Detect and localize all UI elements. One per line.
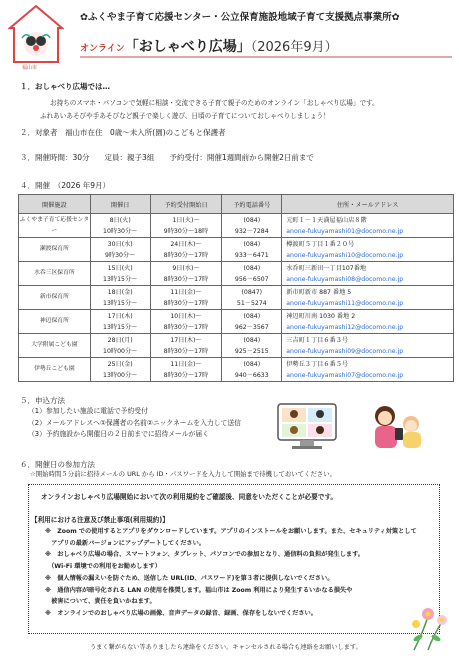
terms-header: 【利用における注意及び禁止事項(利用規約)】 bbox=[31, 516, 169, 524]
facility-address: 樽渡町５丁目１番２０号 bbox=[286, 240, 355, 248]
apply-step-3: （3）予約施設から開催日の２日前までに招待メールが届く bbox=[28, 430, 209, 438]
facility-name: 伊勢丘こども園 bbox=[34, 366, 75, 372]
cell-facility bbox=[19, 286, 91, 310]
apply-step-1: （1）参加したい施設に電話で予約受付 bbox=[28, 407, 148, 415]
cell-reservation-start bbox=[150, 238, 222, 262]
reservation-hours: 8時30分～17時 bbox=[163, 299, 209, 307]
logo bbox=[8, 4, 64, 74]
phone-area-code: (084) bbox=[243, 312, 261, 320]
table-header-row bbox=[19, 195, 454, 214]
section-6-title: ６．開催日の参加方法 bbox=[20, 460, 95, 469]
cell-facility bbox=[19, 310, 91, 334]
table-row bbox=[19, 358, 454, 382]
event-date: 17日(木) bbox=[107, 312, 133, 320]
event-time: 9時30分～ bbox=[104, 251, 136, 259]
terms-item: ※ おしゃべり広場の場合、スマートフォン、タブレット、パソコンでの参加となり、通信料の負担が発生します。 bbox=[45, 551, 364, 559]
footer-note: うまく繋がらない等ありましたら連絡をください。キャンセルされる場合も連絡をお願いします。 bbox=[90, 644, 362, 651]
cell-phone bbox=[222, 358, 282, 382]
cell-phone bbox=[222, 334, 282, 358]
terms-list bbox=[45, 526, 417, 620]
phone-area-code: (084) bbox=[243, 336, 261, 344]
reservation-start-date: 9日(水)～ bbox=[172, 264, 200, 272]
facility-address: 三吉町１丁目６番３号 bbox=[286, 336, 349, 344]
reservation-start-date: 10日(木)～ bbox=[170, 312, 202, 320]
phone-number: 940－6633 bbox=[234, 371, 269, 379]
cell-reservation-start bbox=[150, 358, 222, 382]
section-3-schedule: ３．開催時間：30分 定員：親子3組 予約受付：開催1週間前から開催2日前まで bbox=[20, 153, 314, 162]
reservation-start-date: 17日(木)～ bbox=[170, 336, 202, 344]
phone-area-code: (084) bbox=[243, 264, 261, 272]
reservation-hours: 8時30分～17時 bbox=[163, 275, 209, 283]
event-date: 30日(水) bbox=[107, 240, 133, 248]
email-link[interactable]: anone-fukuyamashi11@docomo.ne.jp bbox=[286, 299, 404, 307]
cell-address-email bbox=[282, 334, 454, 358]
schedule-table bbox=[18, 194, 454, 382]
reservation-hours: 8時30分～17時 bbox=[163, 251, 209, 259]
section-1-body bbox=[40, 97, 450, 123]
phone-number: 932－7284 bbox=[234, 227, 269, 235]
cell-phone bbox=[222, 238, 282, 262]
reservation-start-date: 1日(火)～ bbox=[172, 216, 200, 224]
facility-name: 水呑三区保育所 bbox=[34, 270, 75, 276]
section-6-body: ☆開始時間５分前に招待メールの URL から ID・パスワードを入力して開始まで待機しておいてください。 bbox=[30, 470, 336, 478]
section-1-title bbox=[20, 81, 110, 92]
reservation-hours: 8時30分～17時 bbox=[163, 323, 209, 331]
event-time: 10時30分～ bbox=[103, 227, 138, 235]
online-label: オンライン bbox=[80, 44, 125, 54]
event-date: 18日(金) bbox=[107, 288, 133, 296]
facility-name: 瀬渡保育所 bbox=[39, 246, 69, 252]
reservation-hours: 8時30分～17時 bbox=[163, 347, 209, 355]
terms-item: 被害について、責任を負いかねます。 bbox=[45, 598, 156, 606]
reservation-hours: 8時30分～17時 bbox=[163, 371, 209, 379]
reservation-hours: 9時30分～18時 bbox=[163, 227, 209, 235]
terms-item: ※ オンラインでのおしゃべり広場の画像、音声データの録音、録画、保存をしないでください。 bbox=[45, 609, 317, 617]
section-2-target: ２．対象者 福山市在住 0歳～未入所(園)のこどもと保護者 bbox=[20, 128, 226, 137]
table-row bbox=[19, 286, 454, 310]
terms-item: ※ Zoom での使用するとアプリをダウンロードしています。アプリのインストールをお願いします。また、セキュリティ対策として bbox=[45, 528, 417, 535]
cell-date bbox=[90, 214, 150, 238]
parent-child-smartphone-illustration bbox=[355, 402, 447, 454]
cell-date bbox=[90, 310, 150, 334]
event-date: 28日(月) bbox=[107, 336, 133, 344]
logo-sub-label: 福山市 bbox=[22, 65, 38, 71]
cell-phone bbox=[222, 262, 282, 286]
cell-address-email bbox=[282, 286, 454, 310]
table-row bbox=[19, 238, 454, 262]
cell-address-email bbox=[282, 310, 454, 334]
phone-area-code: (0847) bbox=[241, 288, 263, 296]
cell-reservation-start bbox=[150, 286, 222, 310]
cell-reservation-start bbox=[150, 334, 222, 358]
terms-notice-title: オンラインおしゃべり広場開始において次の利用規約をご確認後、同意をいただくことが必要です。 bbox=[41, 493, 337, 501]
cell-phone bbox=[222, 286, 282, 310]
terms-item: ※ 個人情報の漏えいを防ぐため、送信した URL(ID、パスワード)を第３者に提供しないでください。 bbox=[45, 574, 334, 582]
flower-decoration-icon bbox=[406, 604, 452, 652]
phone-area-code: (084) bbox=[243, 360, 261, 368]
header-phone: 予約電話番号 bbox=[222, 195, 282, 214]
facility-name: 新市保育所 bbox=[39, 294, 69, 300]
table-row bbox=[19, 310, 454, 334]
phone-number: 933－6471 bbox=[234, 251, 269, 259]
phone-area-code: (084) bbox=[243, 216, 261, 224]
event-time: 13時15分～ bbox=[103, 323, 138, 331]
apply-step-2: （2）メールアドレスへ①保護者の名前②ニックネームを入力して送信 bbox=[28, 418, 241, 427]
facility-address: 伊勢丘３丁目６番５号 bbox=[286, 360, 349, 368]
email-link[interactable]: anone-fukuyamashi08@docomo.ne.jp bbox=[286, 275, 404, 283]
facility-address: 元町１－１天満屋福山店８階 bbox=[286, 216, 367, 224]
section-5-title: ５．申込方法 bbox=[20, 396, 65, 405]
event-month: （2026年9月） bbox=[250, 40, 338, 55]
event-time: 13時15分～ bbox=[103, 275, 138, 283]
section-4-title: ４．開催 （2026 年9月） bbox=[20, 181, 110, 190]
header-reservation-start: 予約受付開始日 bbox=[150, 195, 222, 214]
cell-facility bbox=[19, 334, 91, 358]
reservation-start-date: 11日(金)～ bbox=[170, 360, 202, 368]
event-time: 13時15分～ bbox=[103, 299, 138, 307]
header-date: 開催日 bbox=[90, 195, 150, 214]
table-row bbox=[19, 262, 454, 286]
online-meeting-illustration bbox=[270, 400, 344, 452]
event-date: 8日(火) bbox=[109, 216, 131, 224]
terms-item: （Wi-Fi 環境での利用をお勧めします） bbox=[45, 563, 161, 571]
event-date: 15日(火) bbox=[107, 264, 133, 272]
header-org-line: ✿ふくやま子育て応援センター・公立保育施設地域子育て支援拠点事業所✿ bbox=[80, 12, 400, 23]
event-date: 25日(金) bbox=[107, 360, 133, 368]
facility-name: 大学附属こども園 bbox=[31, 342, 78, 348]
cell-facility bbox=[19, 214, 91, 238]
section-1-title-text: １．おしゃべり広場では… bbox=[20, 82, 110, 91]
cell-date bbox=[90, 334, 150, 358]
email-link[interactable]: anone-fukuyamashi10@docomo.ne.jp bbox=[286, 251, 404, 259]
cell-address-email bbox=[282, 214, 454, 238]
terms-item: ※ 通信内容が暗号化される LAN の使用を推奨します。福山市は Zoom 利用により発生するいかなる損失や bbox=[45, 586, 353, 594]
phone-number: 51－5274 bbox=[236, 299, 267, 307]
facility-address: 神辺町川南 1030 番地 2 bbox=[286, 312, 356, 320]
cell-reservation-start bbox=[150, 310, 222, 334]
reservation-start-date: 24日(木)～ bbox=[170, 240, 202, 248]
header-divider bbox=[80, 56, 452, 58]
cell-facility bbox=[19, 238, 91, 262]
cell-address-email bbox=[282, 238, 454, 262]
reservation-start-date: 11日(金)～ bbox=[170, 288, 202, 296]
cell-address-email bbox=[282, 262, 454, 286]
table-row bbox=[19, 334, 454, 358]
cell-facility bbox=[19, 358, 91, 382]
section-5-list bbox=[28, 406, 241, 441]
cell-address-email bbox=[282, 358, 454, 382]
event-time: 13時00分～ bbox=[103, 371, 138, 379]
email-link[interactable]: anone-fukuyamashi07@docomo.ne.jp bbox=[286, 371, 404, 379]
email-link[interactable]: anone-fukuyamashi01@docomo.ne.jp bbox=[286, 227, 404, 235]
section-1-line-2: ふれあいあそびや手あそびなど親子で楽しく遊び、日頃の子育てについておしゃべりしましょう！ bbox=[40, 112, 330, 120]
event-title: 「おしゃべり広場」 bbox=[124, 39, 251, 55]
cell-date bbox=[90, 262, 150, 286]
table-body bbox=[19, 214, 454, 382]
phone-number: 956－6507 bbox=[234, 275, 269, 283]
event-time: 10時00分～ bbox=[103, 347, 138, 355]
header-title-line bbox=[80, 36, 338, 56]
terms-notice-box bbox=[28, 484, 440, 634]
email-link[interactable]: anone-fukuyamashi09@docomo.ne.jp bbox=[286, 347, 404, 355]
facility-address: 水呑町三新田一丁目107番地 bbox=[286, 264, 367, 272]
terms-item: アプリの最新バージョンにアップデートしてください。 bbox=[45, 539, 205, 547]
facility-name: ふくやま子育て応援センター bbox=[19, 216, 90, 234]
facility-address: 新市町新市 887 番地 5 bbox=[286, 288, 352, 296]
facility-name: 神辺保育所 bbox=[39, 318, 69, 324]
phone-area-code: (084) bbox=[243, 240, 261, 248]
email-link[interactable]: anone-fukuyamashi12@docomo.ne.jp bbox=[286, 323, 404, 331]
cell-phone bbox=[222, 310, 282, 334]
header-address-email: 住所・メールアドレス bbox=[282, 195, 454, 214]
cell-date bbox=[90, 358, 150, 382]
table-row bbox=[19, 214, 454, 238]
cell-phone bbox=[222, 214, 282, 238]
phone-number: 925－2515 bbox=[234, 347, 269, 355]
cell-reservation-start bbox=[150, 214, 222, 238]
cell-date bbox=[90, 238, 150, 262]
cell-reservation-start bbox=[150, 262, 222, 286]
header-facility: 開催施設 bbox=[19, 195, 91, 214]
cell-date bbox=[90, 286, 150, 310]
section-1-line-1: お持ちのスマホ・パソコンで気軽に相談・交流できる子育て親子のためのオンライン「おしゃべり広場」です。 bbox=[50, 99, 379, 107]
phone-number: 962－3567 bbox=[234, 323, 269, 331]
cell-facility bbox=[19, 262, 91, 286]
